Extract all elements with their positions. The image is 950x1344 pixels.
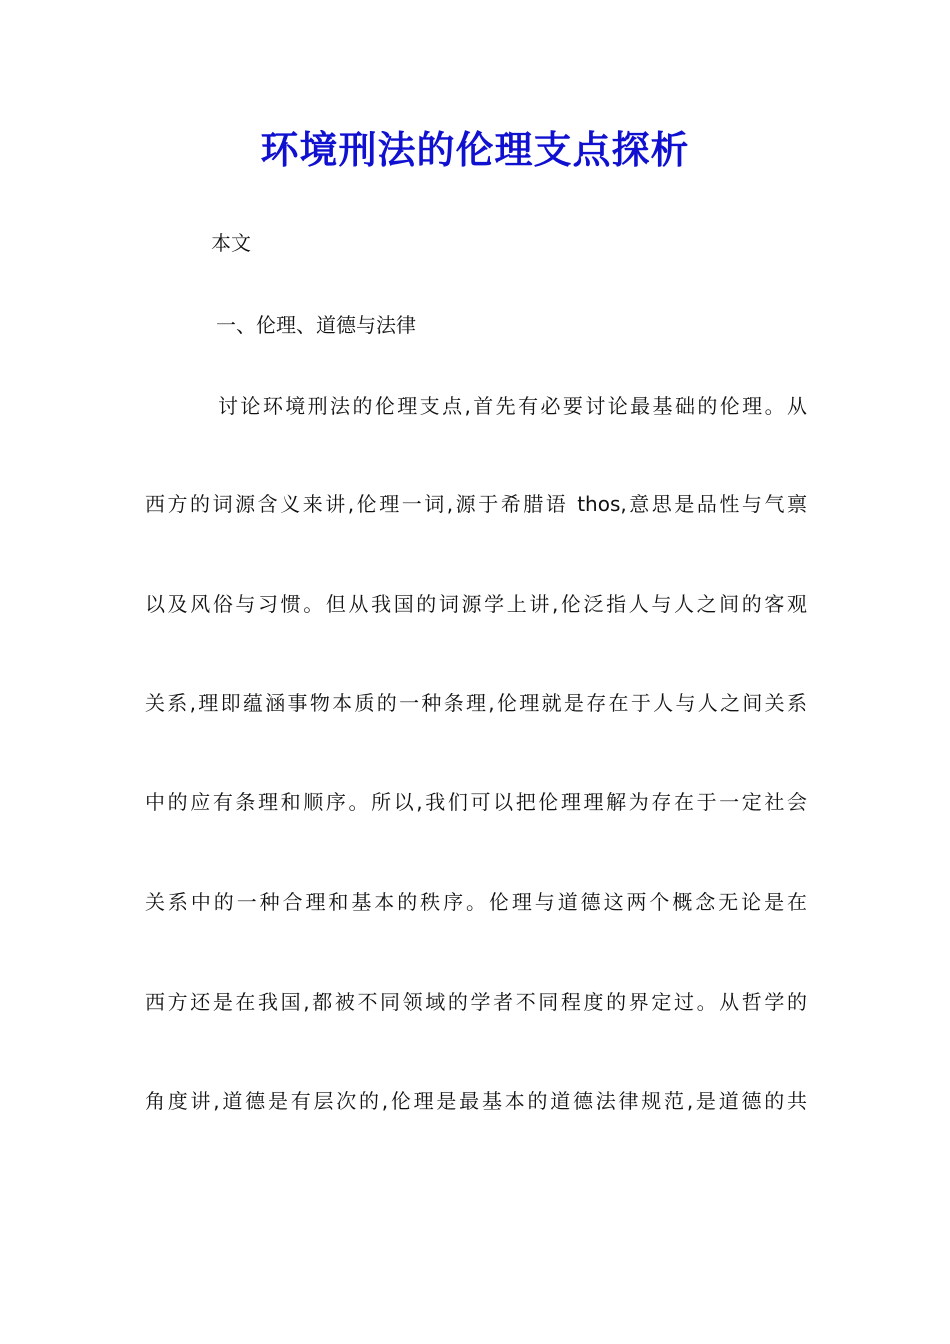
paragraph-line: 中的应有条理和顺序。所以,我们可以把伦理理解为存在于一定社会 [145,790,807,814]
paragraph-line: 关系中的一种合理和基本的秩序。伦理与道德这两个概念无论是在 [145,890,807,914]
paragraph-line: 关系,理即蕴涵事物本质的一种条理,伦理就是存在于人与人之间关系 [145,691,807,715]
section-heading: 一、伦理、道德与法律 [216,313,416,337]
paragraph-line: 以及风俗与习惯。但从我国的词源学上讲,伦泛指人与人之间的客观 [145,592,807,616]
paragraph-line: 西方的词源含义来讲,伦理一词,源于希腊语 thos,意思是品性与气禀 [145,492,807,516]
paragraph-line: 角度讲,道德是有层次的,伦理是最基本的道德法律规范,是道德的共 [145,1089,807,1113]
document-title: 环境刑法的伦理支点探析 [260,127,690,172]
article-label: 本文 [211,231,251,255]
paragraph-line: 西方还是在我国,都被不同领域的学者不同程度的界定过。从哲学的 [145,990,807,1014]
paragraph-line: 讨论环境刑法的伦理支点,首先有必要讨论最基础的伦理。从 [218,394,807,418]
